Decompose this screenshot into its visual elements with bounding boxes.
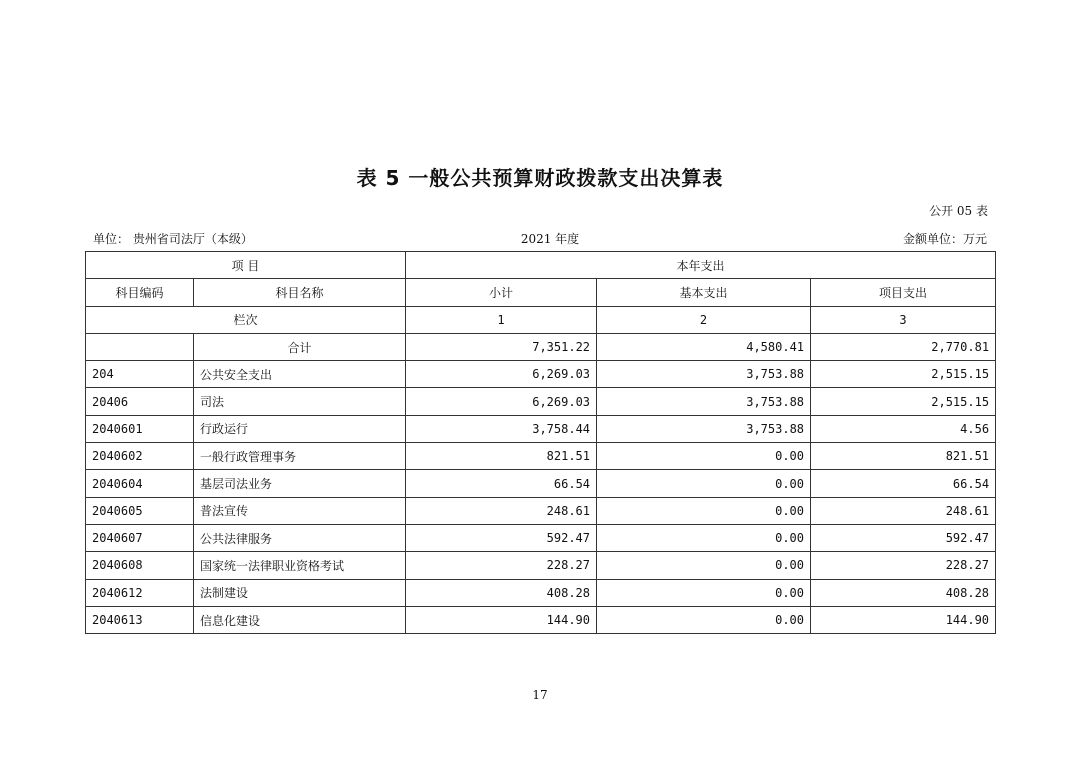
row-basic: 0.00 xyxy=(597,524,811,551)
row-basic: 0.00 xyxy=(597,443,811,470)
header-row-1 xyxy=(86,252,996,279)
row-name: 行政运行 xyxy=(194,415,406,442)
row-code: 2040607 xyxy=(86,524,194,551)
col-num-3: 3 xyxy=(811,306,996,333)
row-subtotal: 6,269.03 xyxy=(406,388,597,415)
col-num-2: 2 xyxy=(597,306,811,333)
table-row xyxy=(86,415,996,442)
header-project: 项目支出 xyxy=(811,279,996,306)
table-row xyxy=(86,361,996,388)
unit-label: 单位： 贵州省司法厅（本级） xyxy=(93,232,253,246)
table-row xyxy=(86,443,996,470)
row-code: 2040608 xyxy=(86,552,194,579)
total-label: 合计 xyxy=(194,333,406,360)
table-row xyxy=(86,497,996,524)
header-code: 科目编码 xyxy=(86,279,194,306)
col-label: 栏次 xyxy=(86,306,406,333)
total-basic: 4,580.41 xyxy=(597,333,811,360)
row-code: 2040601 xyxy=(86,415,194,442)
row-subtotal: 408.28 xyxy=(406,579,597,606)
row-subtotal: 66.54 xyxy=(406,470,597,497)
row-code: 2040604 xyxy=(86,470,194,497)
expenditure-table xyxy=(85,251,996,634)
total-subtotal: 7,351.22 xyxy=(406,333,597,360)
row-basic: 3,753.88 xyxy=(597,388,811,415)
row-basic: 3,753.88 xyxy=(597,415,811,442)
page-number: 17 xyxy=(532,688,548,702)
total-code-empty xyxy=(86,333,194,360)
row-basic: 0.00 xyxy=(597,579,811,606)
header-subtotal: 小计 xyxy=(406,279,597,306)
row-project: 4.56 xyxy=(811,415,996,442)
row-name: 基层司法业务 xyxy=(194,470,406,497)
row-code: 2040602 xyxy=(86,443,194,470)
row-project: 66.54 xyxy=(811,470,996,497)
row-code: 2040605 xyxy=(86,497,194,524)
header-annual: 本年支出 xyxy=(406,252,996,279)
total-project: 2,770.81 xyxy=(811,333,996,360)
row-project: 228.27 xyxy=(811,552,996,579)
row-subtotal: 248.61 xyxy=(406,497,597,524)
header-row-3 xyxy=(86,306,996,333)
row-basic: 3,753.88 xyxy=(597,361,811,388)
row-name: 信息化建设 xyxy=(194,606,406,633)
table-row xyxy=(86,524,996,551)
header-item: 项 目 xyxy=(86,252,406,279)
form-number: 公开 05 表 xyxy=(929,204,988,218)
row-project: 2,515.15 xyxy=(811,388,996,415)
header-row-2 xyxy=(86,279,996,306)
row-basic: 0.00 xyxy=(597,470,811,497)
table-row xyxy=(86,388,996,415)
row-code: 20406 xyxy=(86,388,194,415)
table-body xyxy=(86,252,996,634)
row-subtotal: 592.47 xyxy=(406,524,597,551)
meta-row xyxy=(85,230,995,246)
row-project: 821.51 xyxy=(811,443,996,470)
row-project: 144.90 xyxy=(811,606,996,633)
row-code: 204 xyxy=(86,361,194,388)
row-name: 公共安全支出 xyxy=(194,361,406,388)
row-code: 2040612 xyxy=(86,579,194,606)
row-code: 2040613 xyxy=(86,606,194,633)
page-title: 表 5 一般公共预算财政拨款支出决算表 xyxy=(356,166,724,190)
col-num-1: 1 xyxy=(406,306,597,333)
table-row xyxy=(86,470,996,497)
row-name: 国家统一法律职业资格考试 xyxy=(194,552,406,579)
table-row xyxy=(86,552,996,579)
row-project: 248.61 xyxy=(811,497,996,524)
row-basic: 0.00 xyxy=(597,606,811,633)
header-name: 科目名称 xyxy=(194,279,406,306)
header-basic: 基本支出 xyxy=(597,279,811,306)
row-subtotal: 228.27 xyxy=(406,552,597,579)
row-project: 592.47 xyxy=(811,524,996,551)
table-row xyxy=(86,579,996,606)
row-project: 408.28 xyxy=(811,579,996,606)
row-name: 法制建设 xyxy=(194,579,406,606)
total-row xyxy=(86,333,996,360)
money-unit-label: 金额单位：万元 xyxy=(902,232,987,246)
row-basic: 0.00 xyxy=(597,552,811,579)
table-row xyxy=(86,606,996,633)
row-project: 2,515.15 xyxy=(811,361,996,388)
row-name: 普法宣传 xyxy=(194,497,406,524)
row-subtotal: 3,758.44 xyxy=(406,415,597,442)
year-label: 2021 年度 xyxy=(520,232,580,246)
row-basic: 0.00 xyxy=(597,497,811,524)
row-name: 一般行政管理事务 xyxy=(194,443,406,470)
row-name: 司法 xyxy=(194,388,406,415)
row-subtotal: 821.51 xyxy=(406,443,597,470)
row-subtotal: 144.90 xyxy=(406,606,597,633)
row-name: 公共法律服务 xyxy=(194,524,406,551)
row-subtotal: 6,269.03 xyxy=(406,361,597,388)
